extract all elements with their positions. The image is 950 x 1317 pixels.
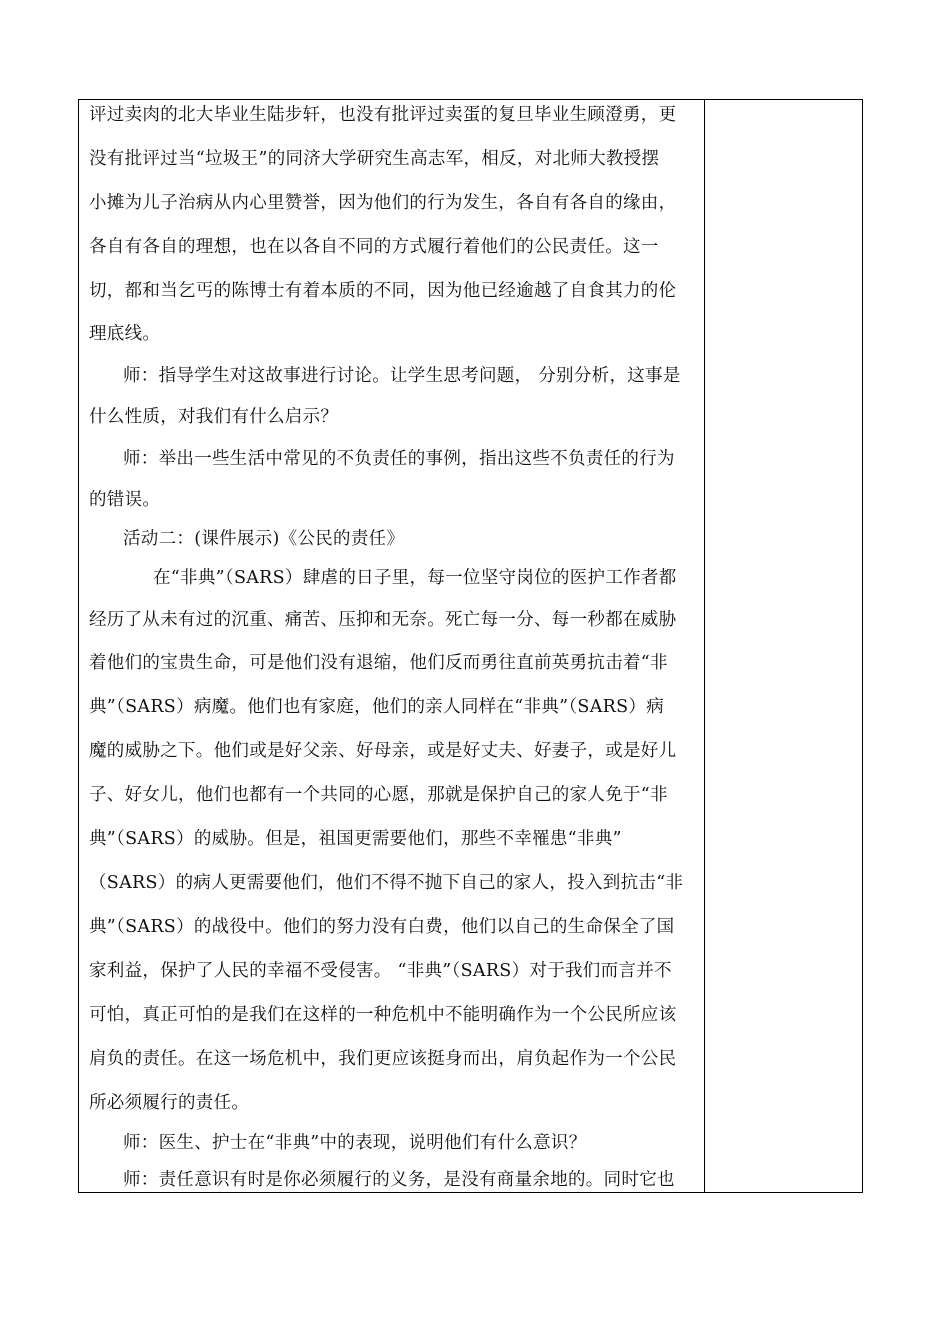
text-line: 典”（SARS）的威胁。但是，祖国更需要他们，那些不幸罹患“非典” <box>89 829 622 849</box>
text-line: 小摊为儿子治病从内心里赞誉，因为他们的行为发生，各自有各自的缘由， <box>89 193 677 213</box>
text-line: 各自有各自的理想，也在以各自不同的方式履行着他们的公民责任。这一 <box>89 237 659 257</box>
text-line: 师：责任意识有时是你必须履行的义务，是没有商量余地的。同时它也 <box>123 1170 675 1190</box>
lesson-table <box>78 99 863 1193</box>
text-line: 子、好女儿，他们也都有一个共同的心愿，那就是保护自己的家人免于“非 <box>89 785 668 805</box>
text-line: 典”（SARS）病魔。他们也有家庭，他们的亲人同样在“非典”（SARS）病 <box>89 697 665 717</box>
text-line: 着他们的宝贵生命，可是他们没有退缩，他们反而勇往直前英勇抗击着“非 <box>89 653 668 673</box>
text-line: 评过卖肉的北大毕业生陆步轩，也没有批评过卖蛋的复旦毕业生顾澄勇，更 <box>89 105 677 125</box>
text-line: 的错误。 <box>89 490 161 510</box>
section-heading: 活动二：(课件展示)《公民的责任》 <box>123 529 405 549</box>
text-line: 可怕，真正可怕的是我们在这样的一种危机中不能明确作为一个公民所应该 <box>89 1005 677 1025</box>
text-line: 师：医生、护士在“非典”中的表现，说明他们有什么意识？ <box>123 1133 587 1153</box>
text-line: 什么性质，对我们有什么启示？ <box>89 407 339 427</box>
text-line: 所必须履行的责任。 <box>89 1093 250 1113</box>
text-line: 典”（SARS）的战役中。他们的努力没有白费，他们以自己的生命保全了国 <box>89 917 675 937</box>
column-divider <box>704 100 705 1192</box>
text-line: 师：指导学生对这故事进行讨论。让学生思考问题， 分别分析，这事是 <box>123 366 681 386</box>
notes-cell <box>706 100 862 1192</box>
text-line: 师：举出一些生活中常见的不负责任的事例，指出这些不负责任的行为 <box>123 449 675 469</box>
text-line: 切，都和当乞丐的陈博士有着本质的不同，因为他已经逾越了自食其力的伦 <box>89 281 677 301</box>
text-line: 理底线。 <box>89 324 161 344</box>
text-line: 肩负的责任。在这一场危机中，我们更应该挺身而出，肩负起作为一个公民 <box>89 1049 677 1069</box>
text-line: 在“非典”（SARS）肆虐的日子里，每一位坚守岗位的医护工作者都 <box>153 568 677 588</box>
content-cell <box>89 100 691 1192</box>
text-line: 魔的威胁之下。他们或是好父亲、好母亲，或是好丈夫、好妻子，或是好儿 <box>89 741 677 761</box>
text-line: 没有批评过当“垃圾王”的同济大学研究生高志军，相反，对北师大教授摆 <box>89 149 660 169</box>
text-line: 经历了从未有过的沉重、痛苦、压抑和无奈。死亡每一分、每一秒都在威胁 <box>89 610 677 630</box>
text-line: （SARS）的病人更需要他们，他们不得不抛下自己的家人，投入到抗击“非 <box>89 873 684 893</box>
text-line: 家利益，保护了人民的幸福不受侵害。 “非典”（SARS）对于我们而言并不 <box>89 961 672 981</box>
